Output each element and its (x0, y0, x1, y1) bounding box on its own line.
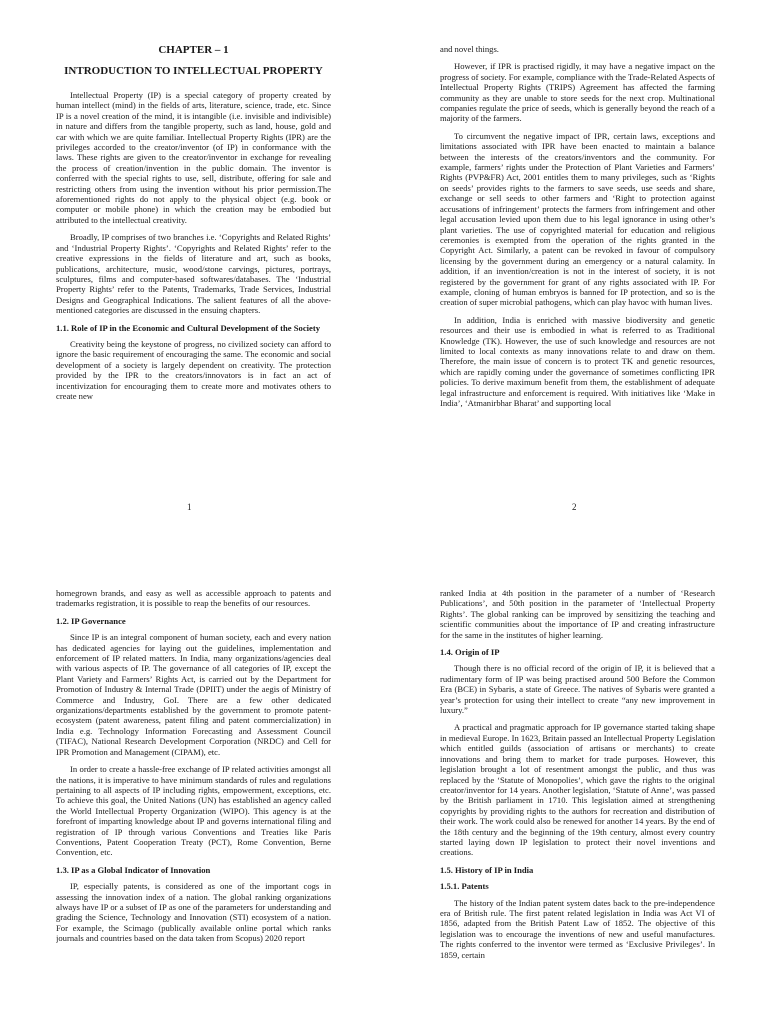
paragraph: Broadly, IP comprises of two branches i.e. ‘Copyrights and Related Rights’ and ‘Industrial Property Rights’. ‘Copyrights and Related Rights’ refer to the creative expressions in the fields of literature and art, such as books, publications, architecture, music, wood/stone carvings, pictures, portrays, sculptures, films and computer-based softwares/databases. The ‘Industrial Property Rights’ refer to the Patents, Trademarks, Trade Services, Industrial Designs and Geographical Indications. The salient features of all the above-mentioned categories are discussed in the ensuing chapters. (56, 232, 331, 316)
paragraph: and novel things. (440, 44, 499, 54)
paragraph: Since IP is an integral component of human society, each and every nation has dedicated agencies for laying out the guidelines, implementation and enforcement of IP related matters. In India, many organizations/agencies deal with various aspects of IP. The governance of all categories of IP, except the Plant Variety and Farmers’ Rights Act, is carried out by the Department for Promotion of Industry & Internal Trade (DPIIT) under the aegis of Ministry of Commerce and Industry, GoI. There are a few other dedicated organizations/departments established by the government to promote patent-ecosystem (patent awareness, patent filing and patent commercialization) in India e.g. Technology Information Forecasting and Assessment Council (TIFAC), National Research Development Corporation (NRDC) and Cell for IPR Promotion and Management (CIPAM), etc. (56, 632, 331, 757)
paragraph: In order to create a hassle-free exchange of IP related activities amongst all the nations, it is imperative to have minimum standards of rules and regulations pertaining to all aspects of IP including rights, empowerment, exceptions, etc. To achieve this goal, the United Nations (UN) has established an agency called the World Intellectual Property Organization (WIPO). This agency is at the forefront of imparting knowledge about IP and governs international filing and registration of IP through various Conventions and Treaties like Paris Conventions, Patent Cooperation Treaty (PCT), Rome Convention, Berne Convention, etc. (56, 764, 331, 858)
paragraph: ranked India at 4th position in the parameter of a number of ‘Research Publications’, and 50th position in the parameter of ‘Intellectual Property Rights’. The global ranking can be improved by sensitizing the teaching and scientific communities about the importance of IP and creating infrastructure for the same in the institutes of higher learning. (440, 588, 715, 640)
paragraph: To circumvent the negative impact of IPR, certain laws, exceptions and limitations associated with IPR have been enacted to maintain a balance between the interests of the creators/inventors and the community. For example, farmers’ rights under the Protection of Plant Varieties and Farmers’ Rights (PVP&FR) Act, 2001 entitles them to many privileges, such as ‘Rights on seeds’ provides rights to the farmers to save seeds, use seeds and share, exchange or sell seeds to other farmers and ‘Right to protection against accusations of infringement’ protects the farmers from infringement and other legal accusation levied upon them due to his legal ignorance in using other’s plant varieties. The use of copyrighted material for education and religious ceremonies is exempted from the operation of the rights granted in the Copyright Act. Similarly, a patent can be revoked in favour of compulsory licensing by the government during an emergency or a natural calamity. In addition, if an invention/creation is not in the interest of society, it is not registered by the government for grant of any rights associated with IP. For example, cloning of human embryos is banned for IP protection, and so is the creation of super microbial pathogens, which can play havoc with human lives. (440, 130, 715, 308)
page-number: 2 (572, 502, 577, 512)
page-2 (440, 44, 715, 516)
chapter-title: INTRODUCTION TO INTELLECTUAL PROPERTY (64, 65, 323, 77)
paragraph: Intellectual Property (IP) is a special category of property created by human intellect (mind) in the fields of arts, literature, science, trade, etc. Since IP is a novel creation of the mind, it is intangible (i.e. invisible and indivisible) in nature and differs from the tangible property, such as land, house, gold and car with which we are quite familiar. Intellectual Property Rights (IPR) are the privileges accorded to the creator/inventor (of IP) in conformance with the laws. These rights are given to the creator/inventor in exchange for revealing the process of creation/invention in the public domain. The inventor is conferred with the special rights to use, sell, distribute, offering for sale and restricting others from using the invention without his prior permission.The aforementioned rights do not apply to the physical object (e.g. book or computer or mobile phone) in which the creation may be embodied but attributed to the intellectual creativity. (56, 90, 331, 225)
section-heading: 1.2. IP Governance (56, 615, 126, 626)
page-3 (56, 588, 331, 1024)
page-1 (56, 44, 331, 516)
page-number: 1 (187, 502, 192, 512)
page-4 (440, 588, 715, 1024)
paragraph: IP, especially patents, is considered as one of the important cogs in assessing the innovation index of a nation. The global ranking organizations always have IP or a subset of IP as one of the parameters for understanding and grading the Science, Technology and Innovation (STI) ecosystem of a nation. For example, the Scimago (publically available online portal which ranks journals and countries based on the data taken from Scopus) 2020 report (56, 881, 331, 944)
paragraph: However, if IPR is practised rigidly, it may have a negative impact on the progress of society. For example, compliance with the Trade-Related Aspects of Intellectual Property Rights (TRIPS) Agreement has affected the farming community as they are unable to store seeds for the next crop. Multinational companies regulate the price of seeds, which is generally beyond the reach of a majority of the farmers. (440, 61, 715, 124)
section-heading: 1.4. Origin of IP (440, 647, 500, 658)
paragraph: In addition, India is enriched with massive biodiversity and genetic resources and their use is embodied in what is referred to as Traditional Knowledge (TK). However, the use of such knowledge and resources are not limited to local contexts as many innovations relate to and draw on them. Therefore, the main issue of concern is to protect TK and genetic resources, which are rapidly coming under the governance of sometimes conflicting IPR policies. To derive maximum benefit from them, the establishment of adequate legal infrastructure and enforcement is required. With initiatives like ‘Make in India’, ‘Atmanirbhar Bharat’ and supporting local (440, 314, 715, 408)
paragraph: The history of the Indian patent system dates back to the pre-independence era of British rule. The first patent related legislation in India was Act VI of 1856, adapted from the British Patent Law of 1852. The objective of this legislation was to encourage the inventions of new and useful manufactures. The rights conferred to the inventor were termed as ‘Exclusive Privileges’. In 1859, certain (440, 897, 715, 960)
paragraph: A practical and pragmatic approach for IP governance started taking shape in medieval Europe. In 1623, Britain passed an Intellectual Property Legislation which entitled guilds (association of artisans or merchants) to create innovations and bring them to market for trade purposes. However, this legislation brought a lot of resentment amongst the public, and thus was replaced by the ‘Statute of Monopolies’, which gave the rights to the original creator/inventor for 14 years. Another legislation, ‘Statute of Anne’, was passed by the British parliament in 1710. This legislation aimed at strengthening copyrights by providing rights to the authors for recreation and distribution of their work. The work could also be renewed for another 14 years. By the end of the 18th century and the beginning of the 19th century, almost every country started laying down IP legislation to protect their novel inventions and creations. (440, 722, 715, 858)
paragraph: Creativity being the keystone of progress, no civilized society can afford to ignore the basic requirement of encouraging the same. The economic and social development of a society is largely dependent on creativity. The protection provided by the IPR to the creators/innovators is in fact an act of incentivization for encouraging them to create more and motivates others to create new (56, 338, 331, 401)
paragraph: Though there is no official record of the origin of IP, it is believed that a rudimentary form of IP was being practised around 500 Before the Common Era (BCE) in Sybaris, a state of Greece. The natives of Sybaris were granted a year’s protection for using their intellect to create “any new improvement in luxury.” (440, 663, 715, 716)
paragraph: homegrown brands, and easy as well as accessible approach to patents and trademarks registration, it is possible to reap the benefits of our resources. (56, 588, 331, 609)
chapter-number: CHAPTER – 1 (158, 44, 229, 56)
subsection-heading: 1.5.1. Patents (440, 881, 489, 892)
section-heading: 1.1. Role of IP in the Economic and Cultural Development of the Society (56, 322, 321, 333)
section-heading: 1.3. IP as a Global Indicator of Innovation (56, 864, 211, 875)
section-heading: 1.5. History of IP in India (440, 864, 534, 875)
